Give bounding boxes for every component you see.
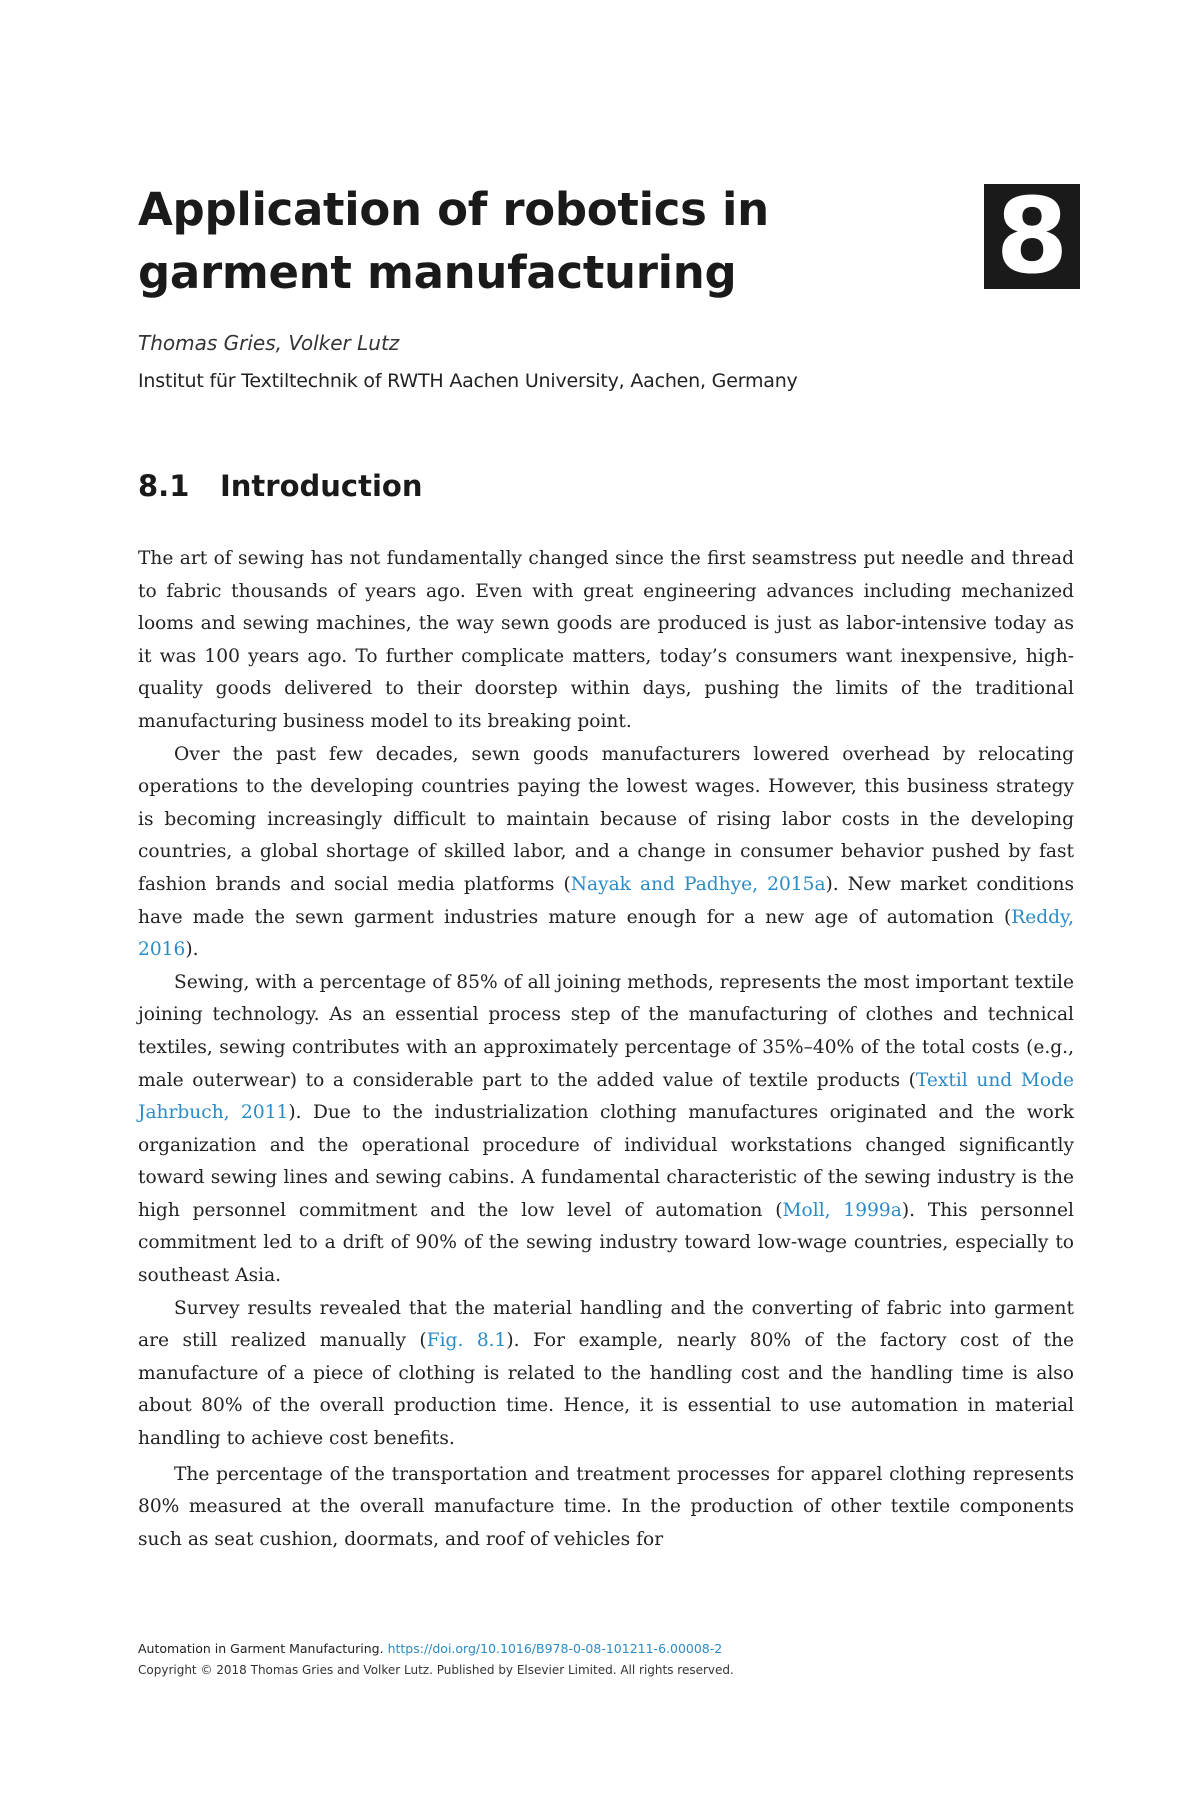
paragraph-5: The percentage of the transportation and treatment processes for apparel clothing represents 80% measured at the overall manufacture time. In the production of other textile components such as seat cushion, doormats, and roof of vehicles for [138,1463,1074,1550]
paragraph-3-text-a: Sewing, with a percentage of 85% of all joining methods, represents the most important textile joining technology. As an essential process step of the manufacturing of clothes and technical textiles, sewing contributes with an approximately percentage of 35%–40% of the total costs (e.g., male outerwear) to a considerable part to the added value of textile products ( [138,971,1074,1091]
chapter-number-badge: 8 [984,184,1080,289]
doi-link[interactable]: https://doi.org/10.1016/B978-0-08-101211-6.00008-2 [387,1641,723,1656]
paragraph-3-text-b: ). Due to the industrialization clothing manufactures originated and the work organization and the operational procedure of individual workstations changed significantly toward sewing lines and sewing cabins. A fundamental characteristic of the sewing industry is the high personnel commitment and the low level of automation ( [138,1102,1075,1221]
section-heading [138,468,423,504]
body-text [138,543,1074,1556]
citation-link-nayak[interactable]: Nayak and Padhye, 2015a [570,873,826,895]
figure-link-8-1[interactable]: Fig. 8.1 [426,1330,507,1352]
paragraph-1: The art of sewing has not fundamentally changed since the first seamstress put needle and thread to fabric thousands of years ago. Even with great engineering advances including mechanized looms and sewing machines, the way sewn goods are produced is just as labor-intensive today as it was 100 years ago. To further complicate matters, today’s consumers want inexpensive, high-quality goods delivered to their doorstep within days, pushing the limits of the traditional manufacturing business model to its breaking point. [138,548,1074,732]
paragraph-2-text-a: Over the past few decades, sewn goods manufacturers lowered overhead by relocating operations to the developing countries paying the lowest wages. However, this business strategy is becoming increasingly difficult to maintain because of rising labor costs in the developing countries, a global shortage of skilled labor, and a change in consumer behavior pushed by fast fashion brands and social media platforms ( [138,743,1074,895]
paragraph-3-text-c: ). This personnel commitment led to a drift of 90% of the sewing industry toward low-wage countries, especially to southeast Asia. [138,1199,1074,1287]
paragraph-4-text-a: Survey results revealed that the material handling and the converting of fabric into garment are still realized manually ( [138,1297,1074,1352]
footer-book-title: Automation in Garment Manufacturing. [138,1641,384,1656]
authors: Thomas Gries, Volker Lutz [138,331,400,355]
citation-link-moll[interactable]: Moll, 1999a [782,1199,902,1221]
paragraph-2 [138,739,1074,967]
citation-link-textil[interactable]: Textil und Mode Jahrbuch, 2011 [138,1069,1074,1124]
page-footer [138,1640,1068,1679]
section-title: Introduction [220,469,423,503]
footer-source [138,1640,1068,1658]
affiliation: Institut für Textiltechnik of RWTH Aachen University, Aachen, Germany [138,370,798,392]
paragraph-3 [138,967,1074,1293]
paragraph-2-text-b: ). New market conditions have made the sewn garment industries mature enough for a new age of automation ( [138,873,1074,928]
chapter-title: Application of robotics in garment manufacturing [138,183,769,299]
citation-link-reddy[interactable]: Reddy, 2016 [138,906,1074,961]
paragraph-4 [138,1293,1074,1456]
footer-copyright: Copyright © 2018 Thomas Gries and Volker Lutz. Published by Elsevier Limited. All rights reserved. [138,1663,734,1677]
paragraph-4-text-b: ). For example, nearly 80% of the factory cost of the manufacture of a piece of clothing is related to the handling cost and the handling time is also about 80% of the overall production time. Hence, it is essential to use automation in material handling to achieve cost benefits. [138,1330,1074,1450]
paragraph-2-text-c: ). [185,939,199,961]
section-number: 8.1 [138,469,190,503]
